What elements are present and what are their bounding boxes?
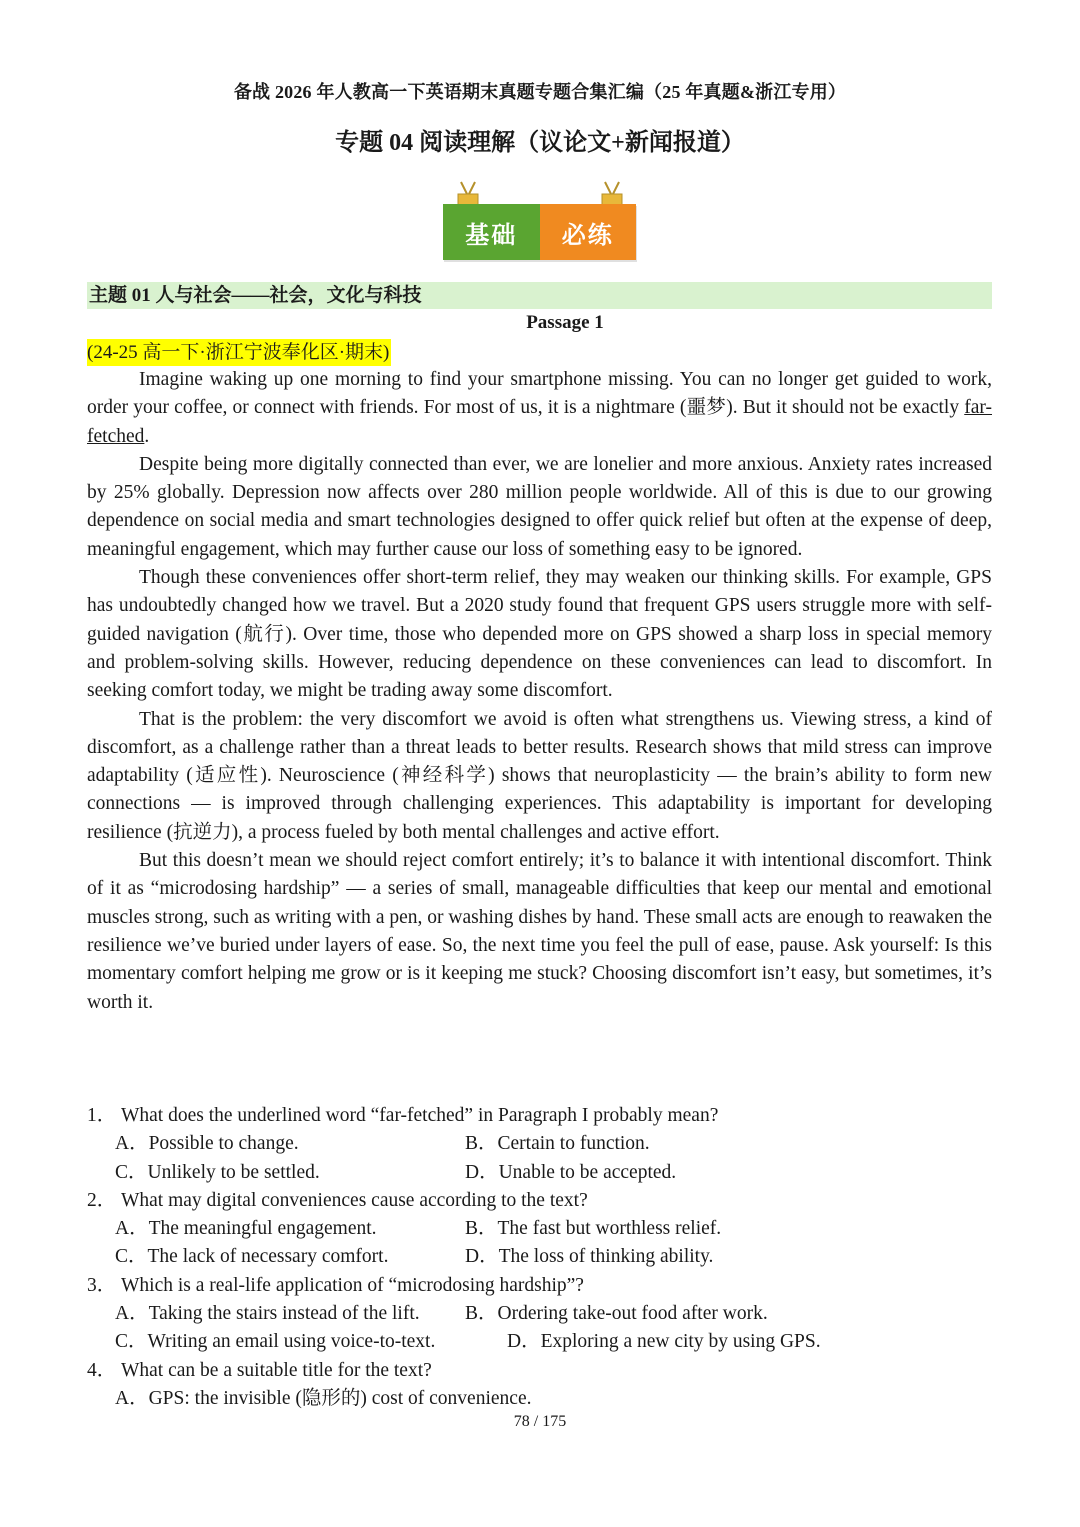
question-1: 1． What does the underlined word “far-fetched” in Paragraph I probably mean? bbox=[87, 1105, 719, 1126]
topic-title: 专题 04 阅读理解（议论文+新闻报道） bbox=[335, 130, 745, 156]
option-b: B．Ordering take-out food after work. bbox=[465, 1303, 768, 1325]
question-list bbox=[87, 1102, 992, 1413]
option-c: C．The lack of necessary comfort. bbox=[115, 1246, 389, 1268]
badge-right-label: 必练 bbox=[540, 204, 637, 260]
paragraph-1: Imagine waking up one morning to find your smartphone missing. You can no longer get guided to work, order your coffee, or connect with friends. For most of us, it is a nightmare (噩梦). But it should not be exactly far-fetched. bbox=[87, 369, 992, 447]
paragraph-5: But this doesn’t mean we should reject comfort entirely; it’s to balance it with intentional discomfort. Think of it as “microdosing hardship” — a series of small, manageable difficulties that keep our mental and emotional muscles strong, such as writing with a pen, or washing dishes by hand. These small acts are enough to reawaken the resilience we’ve buried under layers of ease. So, the next time you feel the pull of ease, pause. Ask yourself: Is this momentary comfort helping me grow or is it keeping me stuck? Choosing discomfort isn’t easy, but sometimes, it’s worth it. bbox=[87, 850, 992, 1013]
option-c: C．Unlikely to be settled. bbox=[115, 1161, 320, 1183]
option-b: B．The fast but worthless relief. bbox=[465, 1218, 722, 1240]
option-a: A．Possible to change. bbox=[115, 1133, 299, 1155]
paragraph-2: Despite being more digitally connected than ever, we are lonelier and more anxious. Anxiety rates increased by 25% globally. Depression now affects over 280 million people worldwide. All of this is due to our growing dependence on social media and smart technologies designed to offer quick relief but often at the expense of deep, meaningful engagement, which may further cause our loss of something easy to be ignored. bbox=[87, 453, 992, 560]
option-a: A．The meaningful engagement. bbox=[115, 1218, 377, 1240]
option-b: B．Certain to function. bbox=[465, 1133, 650, 1155]
option-d: D．Exploring a new city by using GPS. bbox=[507, 1331, 821, 1353]
passage-body bbox=[87, 366, 992, 1017]
question-4: 4． What can be a suitable title for the text? bbox=[87, 1359, 432, 1381]
page-number: 78 / 175 bbox=[513, 1413, 567, 1430]
badge-left-label: 基础 bbox=[443, 204, 540, 260]
option-d: D．The loss of thinking ability. bbox=[465, 1246, 714, 1268]
question-3: 3． Which is a real-life application of “microdosing hardship”? bbox=[87, 1274, 584, 1296]
series-title: 备战 2026 年人教高一下英语期末真题专题合集汇编（25 年真题&浙江专用） bbox=[233, 82, 847, 102]
source-highlight: (24-25 高一下·浙江宁波奉化区·期末) bbox=[87, 339, 391, 366]
basic-practice-badge bbox=[443, 180, 636, 260]
option-c: C．Writing an email using voice-to-text. bbox=[115, 1331, 436, 1353]
option-a: A．GPS: the invisible (隐形的) cost of convenience. bbox=[115, 1387, 532, 1409]
section-heading: 主题 01 人与社会——社会，文化与科技 bbox=[87, 282, 992, 309]
option-a: A．Taking the stairs instead of the lift. bbox=[115, 1303, 420, 1325]
underlined-word: far-fetched bbox=[87, 397, 992, 447]
paragraph-4: That is the problem: the very discomfort we avoid is often what strengthens us. Viewing stress, a kind of discomfort, as a challenge rather than a threat leads to better results. Research shows that mild stress can improve adaptability (适应性). Neuroscience (神经科学) shows that neuroplasticity — the brain’s ability to form new connections — is improved through challenging experiences. This adaptability is important for developing resilience (抗逆力), a process fueled by both mental challenges and active effort. bbox=[87, 708, 992, 843]
paragraph-3: Though these conveniences offer short-term relief, they may weaken our thinking skills. For example, GPS has undoubtedly changed how we travel. But a 2020 study found that frequent GPS users struggle more with self-guided navigation (航行). Over time, those who depended more on GPS showed a sharp loss in special memory and problem-solving skills. However, reducing dependence on these conveniences can lead to discomfort. In seeking comfort today, we might be trading away some discomfort. bbox=[87, 567, 992, 702]
passage-title: Passage 1 bbox=[526, 312, 604, 333]
option-d: D．Unable to be accepted. bbox=[465, 1161, 677, 1183]
question-2: 2． What may digital conveniences cause according to the text? bbox=[87, 1189, 588, 1211]
